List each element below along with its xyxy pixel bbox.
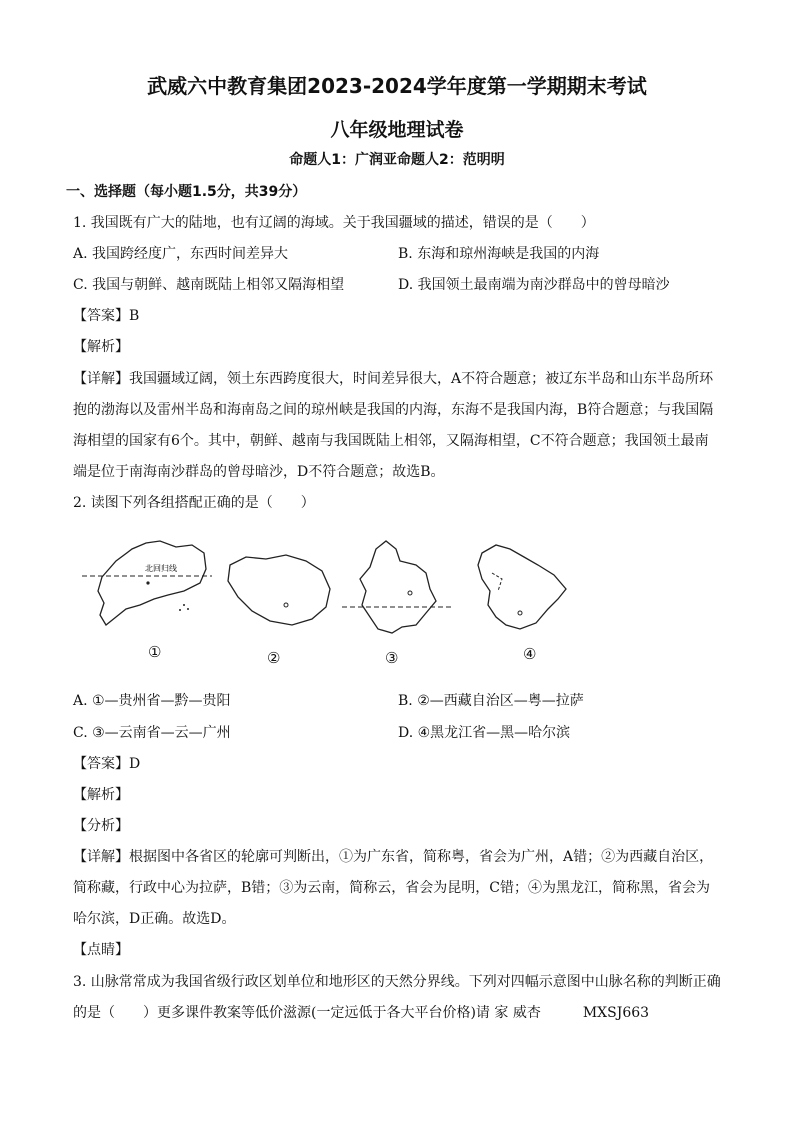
q2-answer: 【答案】D <box>73 756 141 772</box>
q2-stem: 2. 读图下列各组搭配正确的是（ ） <box>73 495 315 511</box>
map-caption: ③ <box>385 649 399 667</box>
q2-option-a: A. ①—贵州省—黔—贵阳 <box>73 693 231 709</box>
province-maps-figure <box>80 535 660 670</box>
exam-authors: 命题人1：广润亚命题人2：范明明 <box>289 152 505 168</box>
q1-option-a: A. 我国跨经度广，东西时间差异大 <box>73 246 289 262</box>
q3-stem-line: 的是（ ）更多课件教案等低价滋源(一定远低于各大平台价格)请 家 威杏 MXSJ663 <box>73 1005 650 1021</box>
exam-subtitle: 八年级地理试卷 <box>330 119 464 141</box>
q2-detail-line: 【详解】根据图中各省区的轮廓可判断出，①为广东省，简称粤，省会为广州，A错；②为西藏自治区， <box>73 849 714 865</box>
q1-option-d: D. 我国领土最南端为南沙群岛中的曾母暗沙 <box>398 277 670 293</box>
q1-detail-line: 端是位于南海南沙群岛的曾母暗沙，D不符合题意；故选B。 <box>73 464 445 480</box>
q2-fenxi: 【分析】 <box>73 818 129 834</box>
map-tibet <box>228 555 330 625</box>
province-outline-maps <box>80 535 660 670</box>
map-guangdong <box>82 541 212 625</box>
q2-option-c: C. ③—云南省—云—广州 <box>73 725 231 741</box>
tropic-of-cancer-label: 北回归线 <box>145 564 177 573</box>
q1-detail-line: 海相望的国家有6个。其中，朝鲜、越南与我国既陆上相邻，又隔海相望，C不符合题意；我国领土最南 <box>73 433 709 449</box>
map-heilongjiang <box>478 545 566 629</box>
section-heading: 一、选择题（每小题1.5分，共39分） <box>66 184 307 200</box>
q3-stem-line: 3. 山脉常常成为我国省级行政区划单位和地形区的天然分界线。下列对四幅示意图中山脉名称的判断正确 <box>73 974 721 990</box>
q2-option-d: D. ④黑龙江省—黑—哈尔滨 <box>398 725 571 741</box>
q2-option-b: B. ②—西藏自治区—粤—拉萨 <box>398 693 584 709</box>
q1-stem: 1. 我国既有广大的陆地，也有辽阔的海域。关于我国疆域的描述，错误的是（ ） <box>73 215 595 231</box>
q2-detail-line: 哈尔滨，D正确。故选D。 <box>73 911 236 927</box>
q1-option-c: C. 我国与朝鲜、越南既陆上相邻又隔海相望 <box>73 277 345 293</box>
q2-detail-line: 简称藏，行政中心为拉萨，B错；③为云南，简称云，省会为昆明，C错；④为黑龙江，简称黑，省会为 <box>73 880 710 896</box>
q1-answer: 【答案】B <box>73 308 140 324</box>
exam-title: 武威六中教育集团2023-2024学年度第一学期期末考试 <box>147 74 647 98</box>
q1-analysis: 【解析】 <box>73 339 129 355</box>
q1-detail-line: 【详解】我国疆域辽阔，领土东西跨度很大，时间差异很大，A不符合题意；被辽东半岛和山东半岛所环 <box>73 371 714 387</box>
q2-analysis: 【解析】 <box>73 787 129 803</box>
q2-dianjing: 【点睛】 <box>73 942 129 958</box>
map-caption: ② <box>267 649 281 667</box>
map-yunnan <box>342 541 452 633</box>
map-caption: ① <box>148 643 162 661</box>
q1-option-b: B. 东海和琼州海峡是我国的内海 <box>398 246 600 262</box>
q1-detail-line: 抱的渤海以及雷州半岛和海南岛之间的琼州峡是我国的内海，东海不是我国内海，B符合题意；与我国隔 <box>73 402 714 418</box>
map-caption: ④ <box>523 645 537 663</box>
